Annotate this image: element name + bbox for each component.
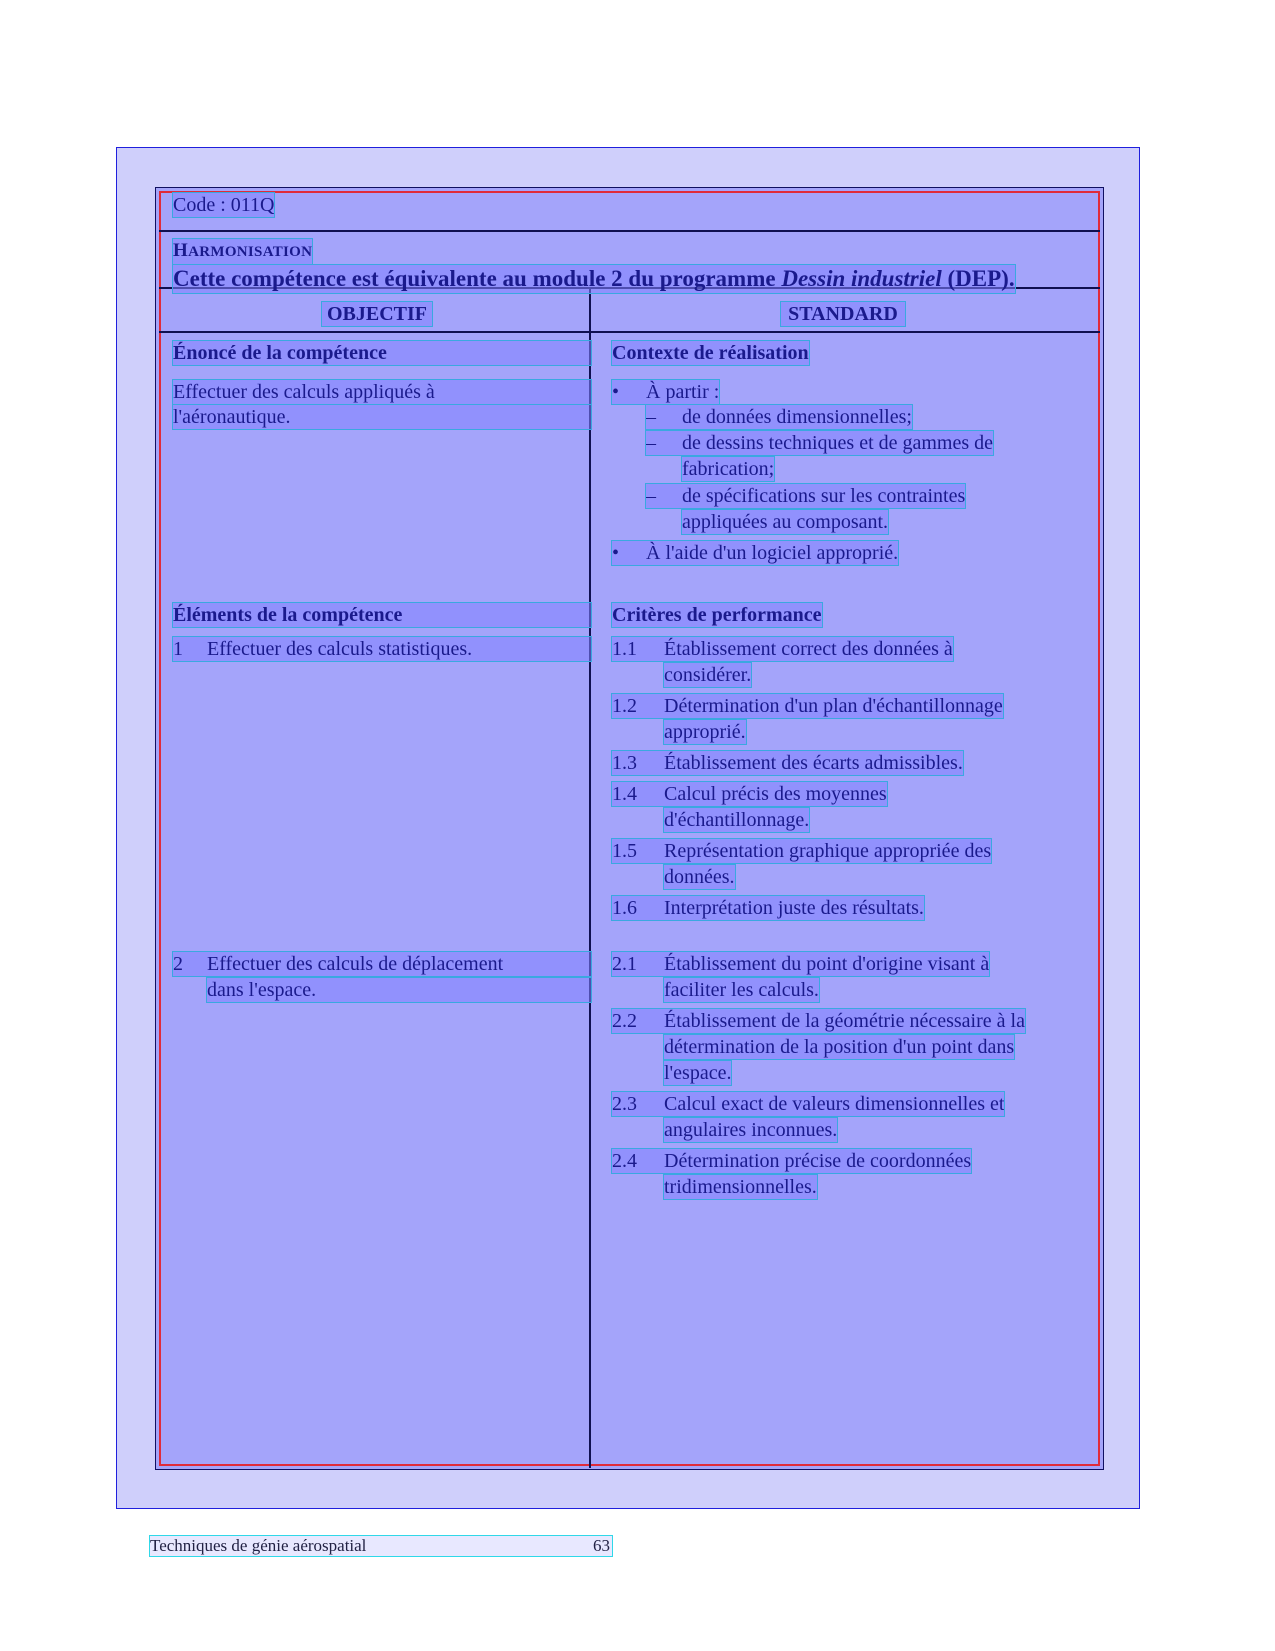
critere-number: 2.3 [612,1093,637,1115]
critere-2-2-cont-2: l'espace. [664,1062,732,1084]
critere-text: Représentation graphique appropriée des [664,840,992,862]
bullet-icon: • [612,542,620,564]
dash-icon: – [646,432,656,454]
contexte-bullet-2 [612,541,898,565]
critere-text: Calcul précis des moyennes [664,783,887,805]
critere-2-4 [612,1149,971,1173]
critere-1-6 [612,896,924,920]
critere-1-1-cont: considérer. [664,664,752,686]
contexte-dash-3-cont: appliquées au composant. [682,511,889,533]
contexte-dash-2-cont: fabrication; [682,458,775,480]
critere-text: Établissement de la géométrie nécessaire à la [664,1010,1025,1032]
critere-2-1-cont: faciliter les calculs. [664,979,819,1001]
critere-2-1 [612,952,989,976]
column-header-objectif: OBJECTIF [322,302,432,326]
dash-text: de dessins techniques et de gammes de [682,432,994,454]
bullet-text: À l'aide d'un logiciel approprié. [646,542,899,564]
column-divider [589,289,591,1468]
critere-number: 1.2 [612,695,637,717]
element-2 [173,952,591,976]
element-number: 1 [173,638,183,660]
program-name: Dessin industriel [781,266,942,291]
critere-1-3 [612,751,963,775]
critere-text: Détermination d'un plan d'échantillonnage [664,695,1003,717]
critere-1-4-cont: d'échantillonnage. [664,809,810,831]
critere-number: 1.3 [612,752,637,774]
contexte-bullet-1 [612,380,719,404]
critere-number: 1.6 [612,897,637,919]
dash-icon: – [646,406,656,428]
elements-title: Éléments de la compétence [173,603,591,627]
critere-number: 1.1 [612,638,637,660]
critere-number: 2.4 [612,1150,637,1172]
critere-text: Calcul exact de valeurs dimensionnelles et [664,1093,1005,1115]
bullet-icon: • [612,381,620,403]
harmonisation-initial: H [173,240,189,261]
enonce-line-1: Effectuer des calculs appliqués à [173,380,591,404]
critere-2-3 [612,1092,1004,1116]
contexte-dash-1 [646,405,912,429]
harmonisation-text [173,265,1015,293]
critere-number: 2.1 [612,953,637,975]
contexte-dash-3 [646,484,965,508]
critere-text: Établissement correct des données à [664,638,953,660]
enonce-title: Énoncé de la compétence [173,341,591,365]
critere-number: 1.5 [612,840,637,862]
harmonisation-text-end: (DEP). [941,266,1015,291]
element-number: 2 [173,953,183,975]
element-text: Effectuer des calculs de déplacement [207,953,504,975]
column-header-standard: STANDARD [781,302,905,326]
harmonisation-rest: ARMONISATION [188,244,313,260]
dash-text: de données dimensionnelles; [682,406,912,428]
footer-title: Techniques de génie aérospatial [150,1536,367,1555]
critere-2-2-cont-1: détermination de la position d'un point dans [664,1036,1015,1058]
page-footer [150,1536,612,1556]
critere-text: Détermination précise de coordonnées [664,1150,972,1172]
critere-text: Établissement du point d'origine visant à [664,953,990,975]
code-label: Code : 011Q [173,194,275,216]
critere-1-1 [612,637,953,661]
critere-1-5-cont: données. [664,866,735,888]
critere-1-2-cont: approprié. [664,721,746,743]
harmonisation-text-start: Cette compétence est équivalente au module 2 du programme [173,266,782,291]
element-text: Effectuer des calculs statistiques. [207,638,473,660]
critere-2-3-cont: angulaires inconnues. [664,1119,838,1141]
critere-2-2 [612,1009,1025,1033]
harmonisation-title [173,239,312,264]
element-1 [173,637,591,661]
criteres-title: Critères de performance [612,604,822,626]
critere-number: 1.4 [612,783,637,805]
critere-1-2 [612,694,1003,718]
critere-number: 2.2 [612,1010,637,1032]
critere-1-5 [612,839,991,863]
dash-text: de spécifications sur les contraintes [682,485,966,507]
critere-2-4-cont: tridimensionnelles. [664,1176,817,1198]
bullet-text: À partir : [646,381,720,403]
dash-icon: – [646,485,656,507]
element-2-cont: dans l'espace. [207,978,591,1002]
page-number: 63 [593,1536,610,1555]
contexte-title: Contexte de réalisation [612,342,809,364]
divider-code [159,230,1100,232]
contexte-dash-2 [646,431,993,455]
critere-text: Établissement des écarts admissibles. [664,752,963,774]
critere-1-4 [612,782,887,806]
divider-header [159,331,1100,333]
critere-text: Interprétation juste des résultats. [664,897,924,919]
enonce-line-2: l'aéronautique. [173,405,591,429]
